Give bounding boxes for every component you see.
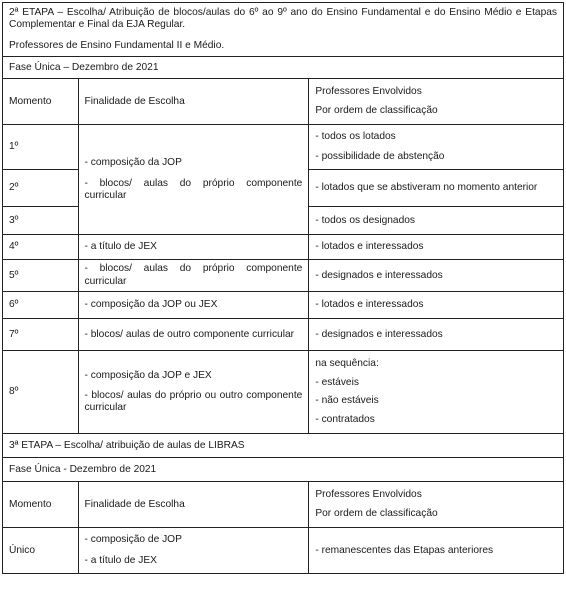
momento-cell: 7º bbox=[3, 319, 79, 351]
professores-item: - todos os lotados bbox=[315, 130, 396, 142]
finalidade-cell: - blocos/ aulas de outro componente curricular bbox=[78, 319, 309, 351]
etapa2-title: 2ª ETAPA – Escolha/ Atribuição de blocos/aulas do 6º ao 9º ano do Ensino Fundamental e do Ensino Médio e Etapas Complementar e Final da EJA Regular. bbox=[9, 7, 557, 31]
professores-item: - estáveis bbox=[315, 376, 359, 388]
schedule-table bbox=[2, 2, 564, 574]
etapa2-fase-row bbox=[3, 57, 564, 79]
etapa3-fase: Fase Única - Dezembro de 2021 bbox=[3, 458, 564, 482]
professores-cell: - lotados e interessados bbox=[309, 292, 564, 319]
momento-cell: Único bbox=[3, 528, 79, 574]
header-professores-line2: Por ordem de classificação bbox=[315, 507, 438, 519]
finalidade-cell bbox=[78, 125, 309, 235]
momento-cell: 3º bbox=[3, 207, 79, 235]
table-row bbox=[3, 125, 564, 170]
etapa2-subtitle: Professores de Ensino Fundamental II e Médio. bbox=[9, 39, 225, 51]
momento-cell: 2º bbox=[3, 170, 79, 207]
header-finalidade: Finalidade de Escolha bbox=[78, 79, 309, 125]
header-professores-line1: Professores Envolvidos bbox=[315, 86, 422, 98]
etapa3-title-row bbox=[3, 434, 564, 458]
professores-item: - contratados bbox=[315, 413, 375, 425]
finalidade-item: - composição de JOP bbox=[84, 534, 182, 546]
professores-cell: - todos os designados bbox=[309, 207, 564, 235]
professores-item: - não estáveis bbox=[315, 395, 379, 407]
momento-cell: 8º bbox=[3, 351, 79, 434]
professores-cell: - remanescentes das Etapas anteriores bbox=[309, 528, 564, 574]
table-row bbox=[3, 292, 564, 319]
etapa2-header-row bbox=[3, 79, 564, 125]
header-finalidade: Finalidade de Escolha bbox=[78, 482, 309, 528]
professores-cell: - designados e interessados bbox=[309, 319, 564, 351]
finalidade-item: - composição da JOP bbox=[84, 157, 182, 169]
professores-cell: - designados e interessados bbox=[309, 260, 564, 292]
etapa2-fase: Fase Única – Dezembro de 2021 bbox=[3, 57, 564, 79]
finalidade-cell bbox=[78, 351, 309, 434]
professores-cell: - lotados e interessados bbox=[309, 235, 564, 260]
table-row bbox=[3, 260, 564, 292]
header-professores-line1: Professores Envolvidos bbox=[315, 489, 422, 501]
table-row bbox=[3, 319, 564, 351]
professores-cell bbox=[309, 351, 564, 434]
header-momento: Momento bbox=[3, 79, 79, 125]
header-professores bbox=[309, 79, 564, 125]
momento-cell: 4º bbox=[3, 235, 79, 260]
header-professores-line2: Por ordem de classificação bbox=[315, 104, 438, 116]
professores-cell bbox=[309, 125, 564, 170]
finalidade-item: - blocos/ aulas do próprio componente curricular bbox=[84, 177, 303, 201]
etapa2-title-cell bbox=[3, 3, 564, 57]
momento-cell: 5º bbox=[3, 260, 79, 292]
finalidade-cell bbox=[78, 528, 309, 574]
finalidade-item: - a título de JEX bbox=[84, 554, 157, 566]
finalidade-item: - blocos/ aulas do próprio ou outro componente curricular bbox=[84, 390, 303, 414]
etapa2-title-row bbox=[3, 3, 564, 57]
table-row bbox=[3, 351, 564, 434]
etapa3-fase-row bbox=[3, 458, 564, 482]
etapa3-header-row bbox=[3, 482, 564, 528]
document-page bbox=[2, 2, 564, 574]
professores-cell: - lotados que se abstiveram no momento anterior bbox=[309, 170, 564, 207]
finalidade-cell: - blocos/ aulas do próprio componente curricular bbox=[78, 260, 309, 292]
professores-item: - possibilidade de abstenção bbox=[315, 151, 445, 163]
table-row bbox=[3, 528, 564, 574]
finalidade-cell: - composição da JOP ou JEX bbox=[78, 292, 309, 319]
finalidade-item: - composição da JOP e JEX bbox=[84, 369, 212, 381]
momento-cell: 6º bbox=[3, 292, 79, 319]
professores-item: na sequência: bbox=[315, 358, 379, 370]
table-row bbox=[3, 235, 564, 260]
header-momento: Momento bbox=[3, 482, 79, 528]
header-professores bbox=[309, 482, 564, 528]
momento-cell: 1º bbox=[3, 125, 79, 170]
etapa3-title: 3ª ETAPA – Escolha/ atribuição de aulas de LIBRAS bbox=[3, 434, 564, 458]
finalidade-cell: - a título de JEX bbox=[78, 235, 309, 260]
